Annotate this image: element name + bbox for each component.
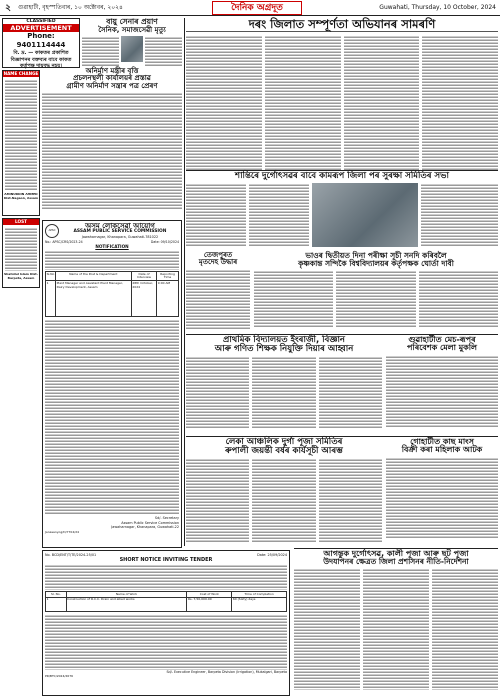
name-change-sign: AMINUDDIN AHMED Dist-Nagaon, Assam bbox=[3, 192, 39, 200]
body-tezpur bbox=[186, 269, 250, 329]
apsc-interview-table bbox=[45, 271, 179, 317]
apsc-col-post: Name of the Post & Department bbox=[55, 271, 131, 280]
date-english: Guwahati, Thursday, 10 October, 2024 bbox=[379, 4, 496, 11]
body-darrang-3 bbox=[344, 35, 420, 171]
table-cell: Construction of R.C.C. Drain and allied works bbox=[66, 597, 187, 611]
article-primary-school bbox=[186, 336, 382, 434]
article-tezpur bbox=[186, 252, 250, 332]
body-festival-1 bbox=[294, 568, 360, 690]
body-tortoise-meat bbox=[386, 457, 498, 539]
tender-conditions bbox=[45, 614, 287, 670]
article-guwahati-fair bbox=[386, 336, 498, 434]
headline-university: ভাওৰ দ্বিতীয়ত দিনা পৰীক্ষা সূচী সনদি কৰিবলৈ bbox=[305, 251, 447, 260]
classified-note-3: কৰ্তৃপক্ষ দায়বদ্ধ নহয়। bbox=[20, 63, 62, 69]
headline-rural-3: গ্ৰামীণ অনিৰ্মাণ সন্ত্ৰাৰ পত্ৰ প্ৰেৰণ bbox=[66, 81, 158, 90]
headline-rural-1: অনিৰ্মাণ মন্ত্ৰীৰ বৃত্তি bbox=[85, 67, 139, 75]
body-kamrup-3 bbox=[421, 183, 498, 247]
body-durga-committee-1 bbox=[186, 458, 249, 542]
subhead-festival: উদযাপনৰ ক্ষেত্ৰত জিলা প্ৰশাসনৰ নীতি-নিৰ্দেশনা bbox=[323, 557, 469, 567]
name-change-title: NAME CHANGE bbox=[3, 71, 39, 76]
apsc-col-date: Date of Interview bbox=[131, 271, 156, 280]
apsc-title-assamese: অসম লোকসেৱা আয়োগ bbox=[85, 222, 155, 230]
photo-meeting bbox=[312, 183, 418, 247]
headline-tortoise-meat: গোহাটীত কাছ মাংস bbox=[410, 437, 474, 446]
body-rural bbox=[42, 92, 182, 210]
headline-rural-2: প্ৰচলনস্থলী কাৰ্যালয়ৰ প্ৰস্তাৱ bbox=[73, 74, 151, 83]
tender-col-sl: Sl. No. bbox=[46, 592, 67, 598]
headline-durga-committee: লেকা আঞ্চলিক দুৰ্গা পূজা সমিতিৰ bbox=[225, 437, 343, 447]
photo-portrait bbox=[121, 36, 143, 62]
classified-note-1: বি. দ্ৰ. — কাকতৰ প্ৰকাশিত bbox=[13, 50, 69, 56]
page-header bbox=[0, 0, 500, 16]
headline-kamrup: শান্তিৰে দুৰ্গোৎসৱৰ বাবে কামৰূপ জিলা পৰ সুৰক্ষা সমিতিৰ সভা bbox=[235, 171, 449, 181]
lost-sign: Shahidul Islam Dist-Barpeta, Assam bbox=[4, 272, 38, 280]
page-number: ২ bbox=[5, 3, 11, 13]
name-change-box bbox=[2, 70, 40, 216]
body-air-force-1 bbox=[82, 36, 119, 66]
tender-intro-text bbox=[45, 564, 287, 590]
subhead-primary-school: আৰু গণিত শিক্ষক নিযুক্তি দিয়াৰ আহ্বান bbox=[214, 343, 354, 354]
article-rural-construction bbox=[42, 68, 182, 218]
table-cell: Plant Manager and Assistant Plant Manager, Dairy Development, Assam bbox=[55, 281, 131, 317]
body-darrang-2 bbox=[265, 35, 341, 171]
apsc-sign-org: Assam Public Service Commission bbox=[121, 520, 179, 525]
tender-memo: PR/BTC/2024/2676 bbox=[45, 673, 74, 678]
apsc-notice bbox=[42, 220, 182, 548]
body-durga-committee-3 bbox=[319, 458, 382, 542]
headline-air-force: বায়ু সেনাৰ প্ৰয়াণ bbox=[106, 17, 158, 26]
classified-note-2: বিজ্ঞাপনৰ বক্তব্যৰ বাবে কাকত bbox=[10, 56, 72, 63]
subhead-tezpur: মৃতদেহ উদ্ধাৰ bbox=[198, 258, 238, 267]
table-cell: 60 (Sixty) days bbox=[232, 597, 287, 611]
body-kamrup-2 bbox=[249, 183, 309, 247]
article-tortoise-meat bbox=[386, 438, 498, 546]
apsc-date: Date: 09/10/2024 bbox=[150, 239, 179, 244]
body-darrang-1 bbox=[186, 35, 262, 171]
apsc-sign-name: Sd/- Secretary bbox=[154, 516, 179, 521]
body-university-3 bbox=[419, 270, 498, 328]
tender-col-work: Name of Work bbox=[66, 592, 187, 598]
apsc-sign-addr: Jawaharnagar, Khanapara, Guwahati-22 bbox=[111, 525, 179, 530]
body-university-1 bbox=[254, 270, 333, 328]
headline-tezpur: তেজপুৰত bbox=[203, 251, 233, 259]
headline-festival: আগন্তুক দুৰ্গোৎসৱ, কালী পূজা আৰু ছট পূজা bbox=[323, 549, 469, 558]
subhead-durga-committee: ৰুপালী জয়ন্তী বৰ্ষৰ কাৰ্যসূচী আৰম্ভ bbox=[225, 445, 343, 456]
apsc-col-time: Reporting Time bbox=[157, 271, 179, 280]
article-festival-guidelines bbox=[294, 550, 498, 696]
body-kamrup-1 bbox=[186, 183, 246, 247]
headline-primary-school: প্ৰাথমিক বিদ্যালয়ত ইংৰাজী, বিজ্ঞান bbox=[223, 335, 345, 345]
body-primary-school-2 bbox=[252, 356, 315, 428]
classified-label: CLASSIFIED bbox=[26, 19, 56, 24]
apsc-memo: Janasanyog/D/7704/24 bbox=[45, 529, 80, 534]
body-festival-3 bbox=[432, 568, 498, 690]
body-primary-school-3 bbox=[319, 356, 382, 428]
tender-table bbox=[45, 591, 287, 612]
apsc-title-english: ASSAM PUBLIC SERVICE COMMISSION bbox=[73, 229, 167, 235]
classified-ad-title: ADVERTISEMENT bbox=[3, 24, 79, 32]
tender-date: Date: 25/09/2024 bbox=[257, 553, 287, 557]
tender-notice bbox=[42, 550, 290, 696]
lost-text bbox=[5, 227, 37, 271]
apsc-col-sl: Sl.No bbox=[46, 271, 56, 280]
section-rule bbox=[186, 436, 498, 437]
classified-phone: Phone: 9401114444 bbox=[16, 32, 66, 49]
article-darrang bbox=[186, 18, 498, 168]
subhead-guwahati-fair: পৰিবেশক মেলা মুকলি bbox=[406, 343, 478, 353]
date-assamese: গুৱাহাটী, বৃহস্পতিবাৰ, ১০ অক্টোবৰ, ২০২৪ bbox=[18, 4, 123, 11]
section-rule bbox=[186, 170, 498, 171]
body-darrang-4 bbox=[422, 35, 498, 171]
table-cell: Rs. 7,50,000.00 bbox=[187, 597, 232, 611]
headline-guwahati-fair: গুৱাহাটীত মেচ-ৰূপৰ bbox=[408, 335, 476, 344]
section-rule bbox=[186, 334, 498, 335]
body-university-2 bbox=[336, 270, 415, 328]
table-cell: 9:00 AM bbox=[157, 281, 179, 317]
tender-col-cost: Cost of Work bbox=[187, 592, 232, 598]
name-change-text bbox=[5, 79, 37, 191]
apsc-logo-icon: APSC bbox=[45, 224, 59, 238]
subhead-tortoise-meat: বিক্ৰী কৰা মহিলাক আটক bbox=[401, 445, 483, 455]
table-cell: 1 bbox=[46, 281, 56, 317]
tender-title: SHORT NOTICE INVITING TENDER bbox=[119, 557, 213, 563]
classified-box bbox=[2, 18, 80, 68]
body-festival-2 bbox=[363, 568, 429, 690]
headline-darrang: দৰং জিলাত সম্পূৰ্ণতা অভিযানৰ সামৰণি bbox=[186, 18, 498, 32]
table-cell: 28th October, 2024 bbox=[131, 281, 156, 317]
subhead-university: কৃষ্ণকান্ত সন্দিকৈ বিশ্ববিদ্যালয়ৰ কৰ্তৃপক্ষক ঘোৰ্তা দাবী bbox=[298, 258, 454, 268]
article-durga-committee bbox=[186, 438, 382, 546]
tender-col-time: Time of Completion bbox=[232, 592, 287, 598]
apsc-notification-title: NOTIFICATION bbox=[95, 243, 129, 249]
body-guwahati-fair bbox=[386, 355, 498, 427]
lost-title: LOST bbox=[3, 219, 39, 225]
tender-ref: No. BCD/ENT/T/TE/2024-25/01 bbox=[45, 553, 97, 557]
apsc-address: Jawaharnagar, Khanapara, Guwahati-781022 bbox=[81, 234, 159, 239]
article-university bbox=[254, 252, 498, 332]
apsc-ref: No.: APSC/CRS/2023-24 bbox=[45, 239, 83, 244]
subhead-air-force: সৈনিক, সমাজসেৱী মৃত্যু bbox=[98, 25, 166, 34]
table-cell: 1 bbox=[46, 597, 67, 611]
lost-box bbox=[2, 218, 40, 288]
article-kamrup bbox=[186, 172, 498, 250]
body-durga-committee-2 bbox=[252, 458, 315, 542]
article-air-force bbox=[82, 18, 182, 66]
tender-sign: Sd/- Executive Engineer, Barpeta Division (Irrigation), Mukalgari, Barpeta bbox=[166, 669, 287, 674]
body-primary-school-1 bbox=[186, 356, 249, 428]
body-air-force-2 bbox=[145, 36, 182, 66]
apsc-instructions bbox=[45, 319, 179, 515]
masthead: দৈনিক অগ্ৰদূত bbox=[212, 1, 302, 15]
apsc-intro-text bbox=[45, 250, 179, 270]
section-rule bbox=[294, 548, 498, 549]
column-rule bbox=[184, 18, 185, 546]
